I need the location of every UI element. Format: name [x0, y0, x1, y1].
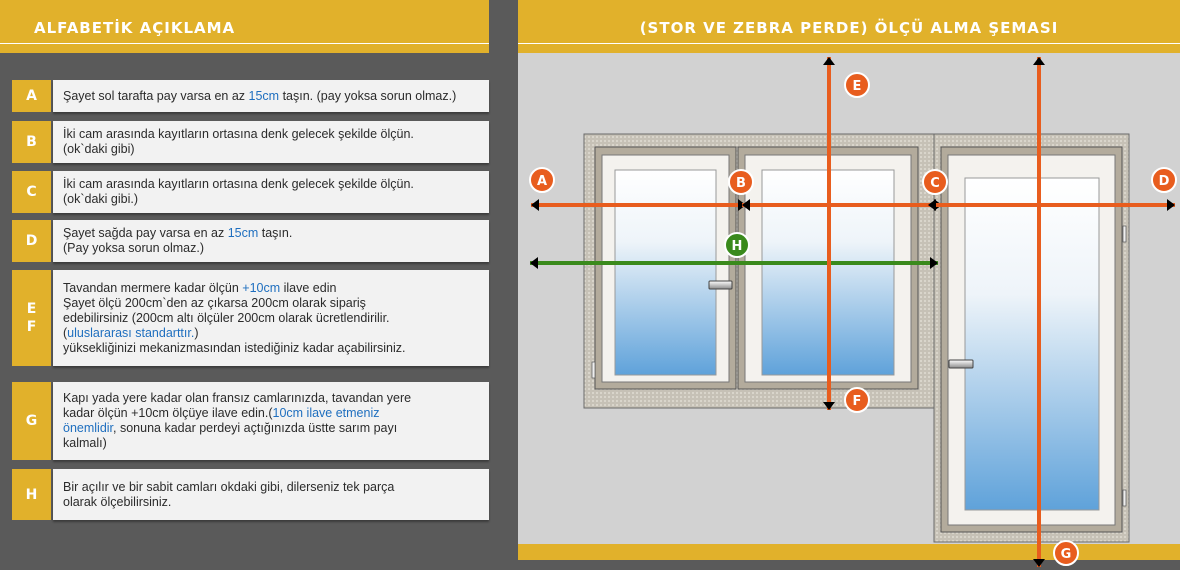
legend-text-segment: (: [63, 325, 68, 340]
legend-letter-char: C: [26, 184, 37, 200]
circle-marker-icon: [729, 170, 753, 194]
right-panel-title: (STOR VE ZEBRA PERDE) ÖLÇÜ ALMA ŞEMASI: [639, 19, 1059, 37]
legend-letter-char: E: [26, 301, 37, 317]
legend-text-segment: (ok`daki gibi.): [63, 192, 139, 206]
legend-text-segment: ): [194, 325, 199, 340]
legend-text-segment: Bir açılır ve bir sabit camları okdaki gibi, dilerseniz tek parça: [63, 479, 395, 494]
window-frame-icon: [584, 134, 1129, 542]
circle-marker-icon: [530, 168, 554, 192]
legend-text-segment: olarak ölçebilirsiniz.: [63, 494, 172, 509]
legend-text-segment: Şayet sol tarafta pay varsa en az: [63, 88, 249, 103]
circle-marker-icon: [1054, 541, 1078, 565]
highlight-text: +10cm: [242, 280, 281, 295]
legend-text-segment: İki cam arasında kayıtların ortasına denk gelecek şekilde ölçün.: [63, 127, 414, 141]
legend-text-segment: edebilirsiniz (200cm altı ölçüler 200cm olarak ücretlendirilir.: [63, 310, 390, 325]
legend-text-segment: taşın. (pay yoksa sorun olmaz.): [279, 88, 457, 103]
circle-marker-icon: [845, 73, 869, 97]
legend-text-segment: ilave edin: [280, 280, 337, 295]
legend-letter-char: A: [26, 88, 37, 104]
legend-text-segment: (Pay yoksa sorun olmaz.): [63, 241, 205, 255]
legend-text-segment: kalmalı): [63, 436, 107, 450]
marker-label: E: [852, 79, 862, 94]
marker-label: F: [852, 394, 862, 409]
legend-letter-char: B: [26, 134, 37, 150]
legend-letter-char: F: [26, 319, 37, 335]
legend-text-segment: taşın.: [258, 226, 293, 240]
highlight-text: uluslararası standarttır.: [67, 325, 195, 340]
legend-text-segment: (ok`daki gibi): [63, 142, 135, 156]
marker-label: H: [731, 239, 743, 254]
legend-text-segment: yüksekliğinizi mekanizmasından istediğiniz kadar açabilirsiniz.: [63, 340, 406, 355]
highlight-text: önemlidir: [63, 421, 114, 435]
legend-text-segment: kadar ölçün +10cm ölçüye ilave edin.(: [63, 406, 273, 420]
legend-text-segment: Şayet sağda pay varsa en az: [63, 226, 228, 240]
circle-marker-icon: [725, 233, 749, 257]
circle-marker-icon: [845, 388, 869, 412]
marker-label: C: [930, 176, 940, 191]
marker-label: G: [1060, 547, 1072, 562]
highlight-text: 15cm: [248, 88, 280, 103]
marker-label: A: [536, 174, 548, 189]
left-panel-title: ALFABETİK AÇIKLAMA: [34, 19, 236, 37]
legend-text-segment: İki cam arasında kayıtların ortasına denk gelecek şekilde ölçün.: [63, 177, 414, 191]
highlight-text: 15cm: [227, 226, 259, 240]
circle-marker-icon: [923, 170, 947, 194]
circle-marker-icon: [1152, 168, 1176, 192]
marker-label: D: [1158, 174, 1170, 189]
highlight-text: 10cm ilave etmeniz: [272, 406, 380, 420]
legend-text-segment: Tavandan mermere kadar ölçün: [63, 280, 243, 295]
legend-letter-char: H: [25, 486, 38, 503]
legend-text-segment: Şayet ölçü 200cm`den az çıkarsa 200cm olarak sipariş: [63, 295, 366, 310]
legend-letter-char: D: [25, 233, 38, 249]
legend-text-segment: Kapı yada yere kadar olan fransız camlarınızda, tavandan yere: [63, 391, 412, 405]
marker-label: B: [736, 176, 746, 191]
legend-letter-char: G: [25, 413, 38, 429]
legend-text-segment: , sonuna kadar perdeyi açtığınızda üstte sarım payı: [113, 421, 398, 435]
